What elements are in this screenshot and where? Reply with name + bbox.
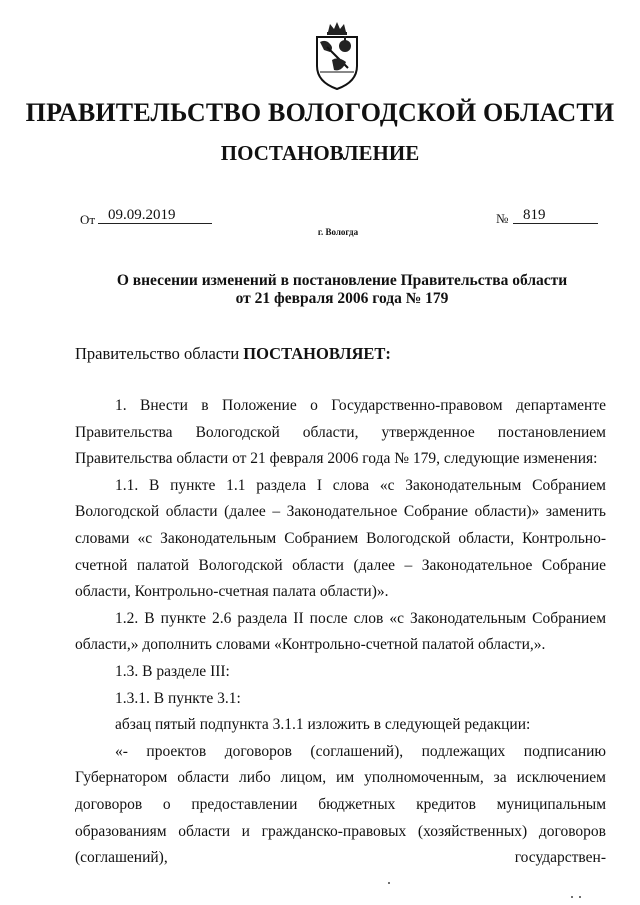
paragraph-1-3-1: 1.3.1. В пункте 3.1:	[115, 689, 241, 707]
government-title: ПРАВИТЕЛЬСТВО ВОЛОГОДСКОЙ ОБЛАСТИ	[25, 98, 615, 127]
paragraph-1-3: 1.3. В разделе III:	[115, 662, 230, 680]
document-type: ПОСТАНОВЛЕНИЕ	[220, 141, 420, 165]
decree-line	[75, 344, 391, 364]
paragraph-abzac: абзац пятый подпункта 3.1.1 изложить в следующей редакции:	[115, 716, 531, 734]
scan-speck	[579, 896, 581, 898]
city-label: г. Вологда	[317, 227, 359, 237]
document-body	[75, 393, 606, 872]
paragraph-quote: «- проектов договоров (соглашений), подлежащих подписанию Губернатором области либо лицом, им уполномоченным, за исключением договоров о предоставлении бюджетных кредитов муниципальным образованиям области и гражданско-правовых (хозяйственных) договоров (соглашений), государствен-	[75, 742, 606, 867]
document-heading	[80, 272, 604, 308]
coat-of-arms-icon	[312, 20, 362, 92]
number-prefix: №	[496, 211, 509, 226]
decree-prefix: Правительство области	[75, 344, 240, 363]
heading-line-1: О внесении изменений в постановление Правительства области	[116, 272, 568, 289]
scan-speck	[571, 896, 573, 898]
document-date: 09.09.2019	[98, 208, 212, 224]
paragraph-1: 1. Внести в Положение о Государственно-правовом департаменте Правительства Вологодской области, утвержденное постановлением Правительства области от 21 февраля 2006 года № 179, следующие изменения:	[75, 397, 606, 468]
scan-speck	[388, 882, 390, 884]
document-number: 819	[513, 208, 598, 224]
decree-verb: ПОСТАНОВЛЯЕТ:	[243, 344, 391, 363]
heading-line-2: от 21 февраля 2006 года № 179	[235, 290, 449, 307]
paragraph-1-1: 1.1. В пункте 1.1 раздела I слова «с Законодательным Собранием Вологодской области (далее – Законодательное Собрание области)» заменить словами «с Законодательным Собранием Вологодской области, Контрольно-счетной палатой Вологодской области (далее – Законодательное Собрание области, Контрольно-счетная палата области)».	[75, 476, 606, 601]
paragraph-1-2: 1.2. В пункте 2.6 раздела II после слов «с Законодательным Собранием области,» дополнить словами «Контрольно-счетной палатой области,».	[75, 609, 606, 654]
date-prefix: От	[80, 212, 96, 227]
